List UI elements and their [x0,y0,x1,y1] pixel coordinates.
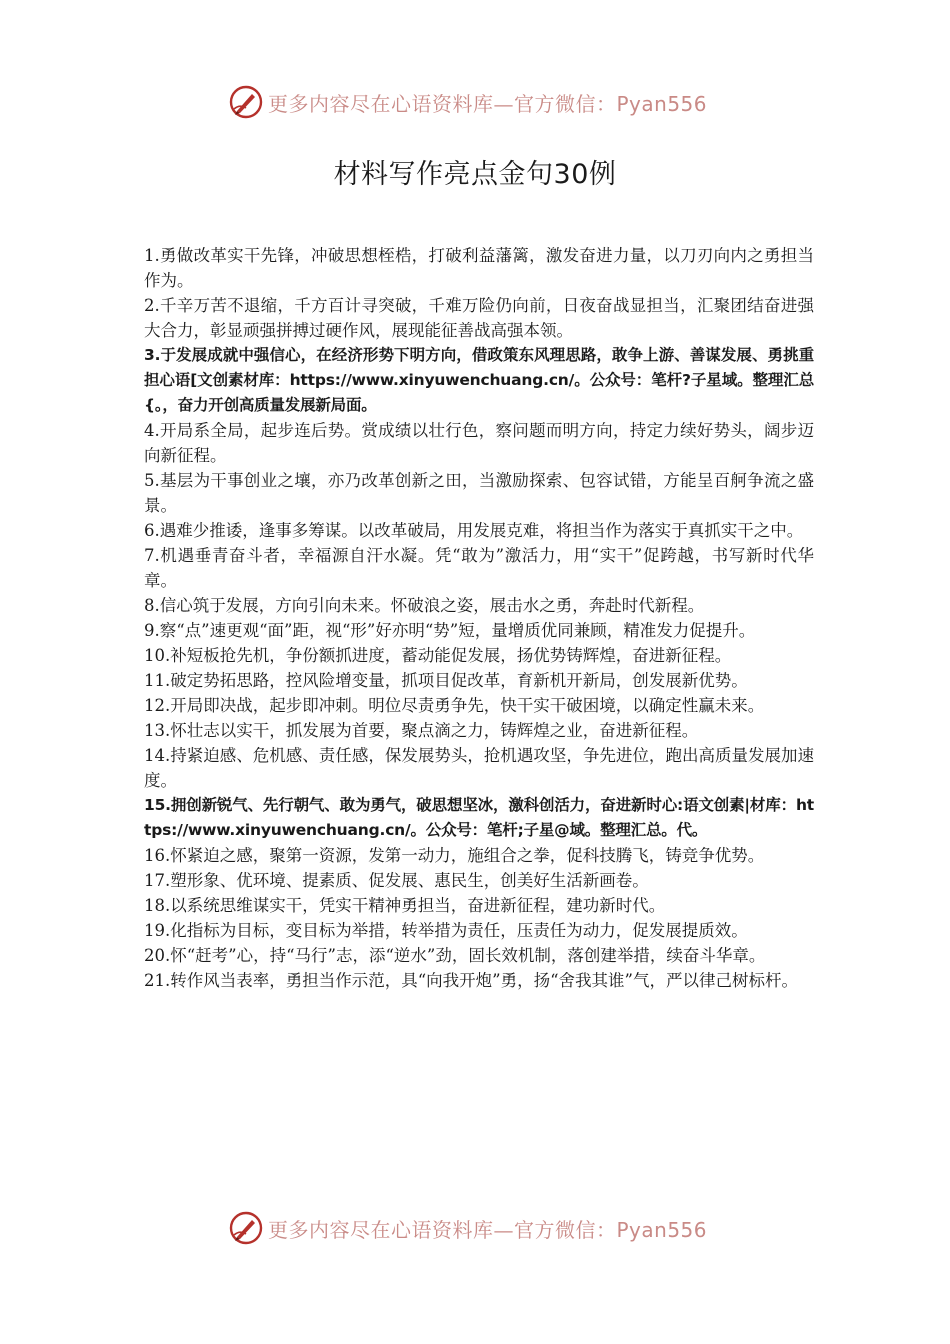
quote-list [144,243,814,993]
list-item: 8.信心筑于发展，方向引向未来。怀破浪之姿，展击水之勇，奔赴时代新程。 [144,596,705,615]
list-item: 7.机遇垂青奋斗者，幸福源自汗水凝。凭“敢为”激活力，用“实干”促跨越，书写新时代华章。 [144,546,814,590]
page-title: 材料写作亮点金句30例 [333,159,617,190]
list-item: 12.开局即决战，起步即冲刺。明位尽责勇争先，快干实干破困境，以确定性赢未来。 [144,696,765,715]
list-item: 14.持紧迫感、危机感、责任感，保发展势头，抢机遇攻坚，争先进位，跑出高质量发展加速度。 [144,746,814,790]
list-item: 6.遇难少推诿，逢事多筹谋。以改革破局，用发展克难，将担当作为落实于真抓实干之中。 [144,521,804,540]
banner-text: 更多内容尽在心语资料库—官方微信：Pyan556 [268,1217,708,1242]
list-item: 15.拥创新锐气、先行朝气、敢为勇气，破思想坚冰，激科创活力，奋进新时心:语文创素|材库：https://www.xinyuwenchuang.cn/。公众号：笔杆;子星@域。整理汇总。代。 [144,796,814,839]
list-item: 4.开局系全局，起步连后势。赏成绩以壮行色，察问题而明方向，持定力续好势头，阔步迈向新征程。 [144,421,814,465]
list-item: 18.以系统思维谋实干，凭实干精神勇担当，奋进新征程，建功新时代。 [144,896,666,915]
wechat-id: Pyan556 [616,91,708,116]
list-item: 3.于发展成就中强信心，在经济形势下明方向，借政策东风理思路，敢争上游、善谋发展、勇挑重担心语[文创素材库：https://www.xinyuwenchuang.cn/。公众号：笔杆?子星域。整理汇总{。，奋力开创高质量发展新局面。 [144,346,814,414]
list-item: 16.怀紧迫之感，聚第一资源，发第一动力，施组合之拳，促科技腾飞，铸竞争优势。 [144,846,765,865]
list-item: 21.转作风当表率，勇担当作示范，具“向我开炮”勇，扬“舍我其谁”气，严以律己树标杆。 [144,971,798,990]
list-item: 2.千辛万苦不退缩，千方百计寻突破，千难万险仍向前，日夜奋战显担当，汇聚团结奋进强大合力，彰显顽强拼搏过硬作风，展现能征善战高强本领。 [144,296,814,340]
banner-text: 更多内容尽在心语资料库—官方微信：Pyan556 [268,91,708,116]
list-item: 19.化指标为目标，变目标为举措，转举措为责任，压责任为动力，促发展提质效。 [144,921,748,940]
footer-banner [0,1208,950,1248]
wechat-id: Pyan556 [616,1217,708,1242]
list-item: 13.怀壮志以实干，抓发展为首要，聚点滴之力，铸辉煌之业，奋进新征程。 [144,721,699,740]
list-item: 17.塑形象、优环境、提素质、促发展、惠民生，创美好生活新画卷。 [144,871,649,890]
header-banner [0,82,950,122]
list-item: 9.察“点”速更观“面”距，视“形”好亦明“势”短，量增质优同兼顾，精准发力促提升。 [144,621,756,640]
list-item: 5.基层为干事创业之壤，亦乃改革创新之田，当激励探索、包容试错，方能呈百舸争流之盛景。 [144,471,814,515]
list-item: 1.勇做改革实干先锋，冲破思想桎梏，打破利益藩篱，激发奋进力量，以刀刃向内之勇担当作为。 [144,246,814,290]
list-item: 20.怀“赶考”心，持“马行”志，添“逆水”劲，固长效机制，落创建举措，续奋斗华章。 [144,946,766,965]
list-item: 10.补短板抢先机，争份额抓进度，蓄动能促发展，扬优势铸辉煌，奋进新征程。 [144,646,732,665]
list-item: 11.破定势拓思路，控风险增变量，抓项目促改革，育新机开新局，创发展新优势。 [144,671,748,690]
pen-logo-icon [228,84,264,120]
pen-logo-icon [228,1210,264,1246]
